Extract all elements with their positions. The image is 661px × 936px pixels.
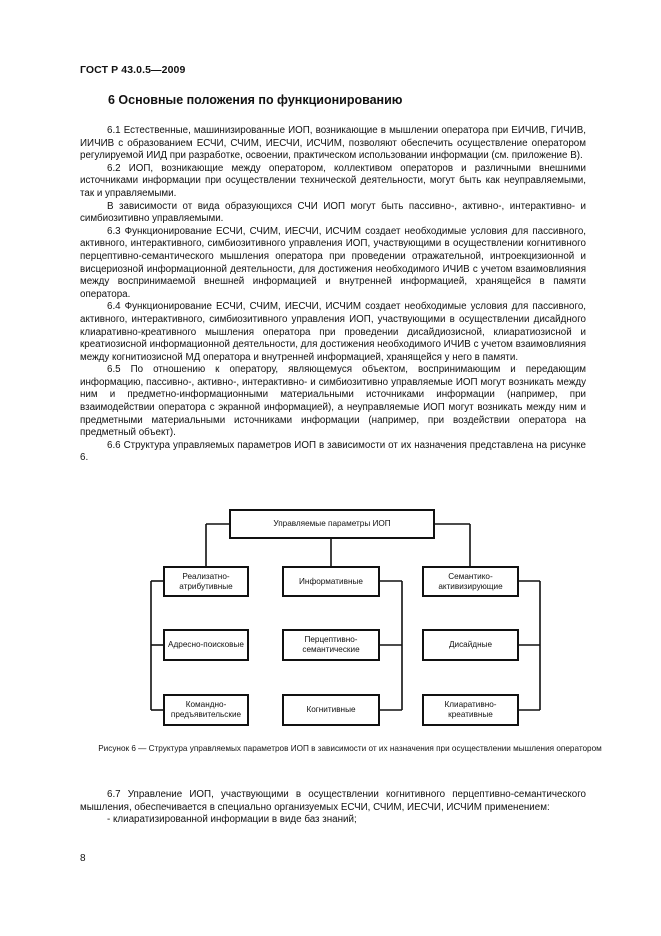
diagram-box: Командно-предъявительские — [163, 694, 249, 726]
paragraph: 6.6 Структура управляемых параметров ИОП в зависимости от их назначения представлена на рисунке 6. — [80, 439, 586, 464]
paragraph: 6.4 Функционирование ЕСЧИ, СЧИМ, ИЕСЧИ, ИСЧИМ создает необходимые условия для пассивного, активного, интерактивного, симбиозитивного управления ИОП, участвующими в осуществлении дисайдного клиаративно-креативного мышления оператора при проведении дисайдиозисной, клиаратиозисной и креатиозисной информационной деятельности, для достижения необходимого ИЧИВ с учетом взаимовлияния между когнитиозисной МД оператора и внутренней информацией, хранящейся у него в памяти. — [80, 301, 586, 363]
page-number: 8 — [80, 853, 86, 864]
paragraph: В зависимости от вида образующихся СЧИ ИОП могут быть пассивно-, активно-, интерактивно- и симбиозитивно управляемыми. — [80, 200, 586, 225]
paragraph: 6.2 ИОП, возникающие между оператором, коллективом операторов и различными внешними источниками информации при осуществлении технической деятельности, могут быть как неуправляемыми, так и управляемыми. — [80, 162, 586, 199]
figure-caption: Рисунок 6 — Структура управляемых параметров ИОП в зависимости от их назначения при осуществлении мышления оператором — [98, 744, 602, 753]
diagram-box: Семантико-активизирующие — [422, 566, 519, 597]
diagram-box: Реализатно-атрибутивные — [163, 566, 249, 597]
diagram-box: Перцептивно-семантические — [282, 629, 380, 661]
diagram-box: Адресно-поисковые — [163, 629, 249, 661]
diagram-box: Когнитивные — [282, 694, 380, 726]
diagram-box: Клиаративно-креативные — [422, 694, 519, 726]
diagram-box: Информативные — [282, 566, 380, 597]
diagram-box: Дисайдные — [422, 629, 519, 661]
diagram-root-box: Управляемые параметры ИОП — [229, 509, 435, 539]
paragraph: 6.5 По отношению к оператору, являющемуся объектом, воспринимающим и передающим информацию, пассивно-, активно-, интерактивно- и симбиозитивно управляемые ИОП могут возникать между ним и предметно-информационными материальными источниками информации (например, при взаимодействии оператора с экранной информацией), а неуправляемые ИОП могут возникать между ним и предметными материальными источниками информации (например, при воздействии оператора на предметный объект). — [80, 364, 586, 439]
paragraph: 6.7 Управление ИОП, участвующими в осуществлении когнитивного перцептивно-семантического мышления, обеспечивается в специально организуемых ЕСЧИ, СЧИМ, ИЕСЧИ, ИСЧИМ применением: — [80, 789, 586, 813]
paragraph: 6.1 Естественные, машинизированные ИОП, возникающие в мышлении оператора при ЕИЧИВ, ГИЧИВ, ИИЧИВ с образованием ЕСЧИ, СЧИМ, ИЕСЧИ, ИСЧИМ, позволяют обеспечить осуществление оператором регулируемой ИИД при разработке, освоении, практическом использовании информации (см. приложение В). — [80, 125, 586, 162]
list-item: - клиаратизированной информации в виде баз знаний; — [107, 814, 357, 826]
section-title: 6 Основные положения по функционированию — [108, 93, 403, 107]
body-text-continued — [80, 789, 586, 827]
document-header: ГОСТ Р 43.0.5—2009 — [80, 64, 186, 76]
paragraph: 6.3 Функционирование ЕСЧИ, СЧИМ, ИЕСЧИ, ИСЧИМ создает необходимые условия для пассивного, активного, интерактивного, симбиозитивного управления ИОП, участвующими в осуществлении когнитивного перцептивно-семантического мышления оператора при проведении отражательной, интроекцизионной и висцериозной информационной деятельности, для достижения необходимого ИЧИВ с учетом взаимовлияния между воспринимаемой внешней информацией и внутренней информацией, хранящейся в памяти оператора. — [80, 225, 586, 300]
